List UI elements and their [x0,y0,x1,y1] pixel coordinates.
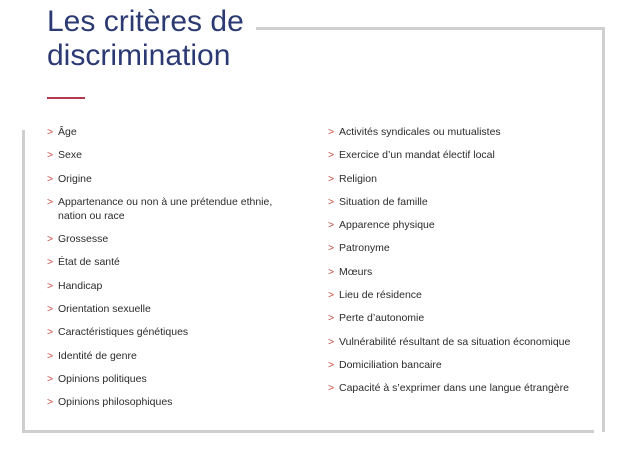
criteria-item [328,241,603,255]
chevron-right-icon: > [47,372,54,385]
criteria-item-label: Opinions politiques [58,372,147,385]
chevron-right-icon: > [47,172,54,185]
criteria-item [47,195,302,223]
criteria-item-label: Domiciliation bancaire [339,358,442,371]
criteria-item [328,265,603,279]
criteria-item-label: Exercice d’un mandat électif local [339,149,495,162]
criteria-item [47,279,302,293]
criteria-item-label: Mœurs [339,265,373,278]
chevron-right-icon: > [328,265,335,278]
chevron-right-icon: > [328,242,335,255]
criteria-item [47,395,302,409]
criteria-item [328,148,603,162]
criteria-item [328,311,603,325]
chevron-right-icon: > [328,335,335,348]
chevron-right-icon: > [328,195,335,208]
criteria-item-label: Orientation sexuelle [58,303,151,316]
criteria-item-label: État de santé [58,256,120,269]
criteria-item [47,302,302,316]
chevron-right-icon: > [47,396,54,409]
frame-bottom-border [22,430,594,433]
criteria-item [47,372,302,386]
frame-left-border [22,130,25,433]
chevron-right-icon: > [328,172,335,185]
criteria-list-left [47,125,302,419]
criteria-item-label: Patronyme [339,242,390,255]
chevron-right-icon: > [47,126,54,138]
criteria-item [47,255,302,269]
criteria-item [47,232,302,246]
chevron-right-icon: > [328,219,335,232]
chevron-right-icon: > [328,382,335,395]
criteria-item [328,288,603,302]
chevron-right-icon: > [47,326,54,339]
criteria-item-label: Handicap [58,279,103,292]
frame-top-border [256,27,605,30]
chevron-right-icon: > [328,358,335,371]
chevron-right-icon: > [328,289,335,302]
criteria-item [47,148,302,162]
chevron-right-icon: > [328,312,335,325]
page-title [47,5,244,73]
criteria-list-right [328,125,603,405]
criteria-item [47,172,302,186]
criteria-item-label: Sexe [58,149,82,162]
criteria-item-label: Grossesse [58,233,109,246]
criteria-item [328,172,603,186]
page-title-line-2: discrimination [47,39,231,72]
criteria-item [328,358,603,372]
chevron-right-icon: > [47,256,54,269]
criteria-item [328,218,603,232]
criteria-item-label: Identité de genre [58,349,137,362]
chevron-right-icon: > [47,149,54,162]
criteria-item-label: Religion [339,172,377,185]
criteria-item-label: Perte d’autonomie [339,312,425,325]
criteria-item-label: Opinions philosophiques [58,396,173,409]
chevron-right-icon: > [47,349,54,362]
chevron-right-icon: > [47,233,54,246]
page-title-line-1: Les critères de [47,5,244,38]
criteria-item-label: Vulnérabilité résultant de sa situation économique [339,335,571,348]
criteria-item [328,125,603,139]
criteria-item-label: Activités syndicales ou mutualistes [339,126,501,138]
criteria-item-label: Lieu de résidence [339,289,422,302]
criteria-item-label: Situation de famille [339,195,428,208]
criteria-item [47,125,302,139]
chevron-right-icon: > [328,149,335,162]
criteria-item [47,325,302,339]
criteria-item [328,381,603,395]
criteria-item-label: Âge [58,126,77,138]
criteria-item [328,335,603,349]
chevron-right-icon: > [328,126,335,138]
criteria-item-label: Appartenance ou non à une prétendue ethnie, nation ou race [58,195,273,222]
criteria-item [328,195,603,209]
criteria-item-label: Caractéristiques génétiques [58,326,189,339]
criteria-item [47,349,302,363]
criteria-item-label: Origine [58,172,92,185]
title-accent-rule [47,97,85,99]
criteria-item-label: Capacité à s’exprimer dans une langue étrangère [339,382,569,395]
chevron-right-icon: > [47,195,54,208]
criteria-item-label: Apparence physique [339,219,435,232]
chevron-right-icon: > [47,303,54,316]
chevron-right-icon: > [47,279,54,292]
